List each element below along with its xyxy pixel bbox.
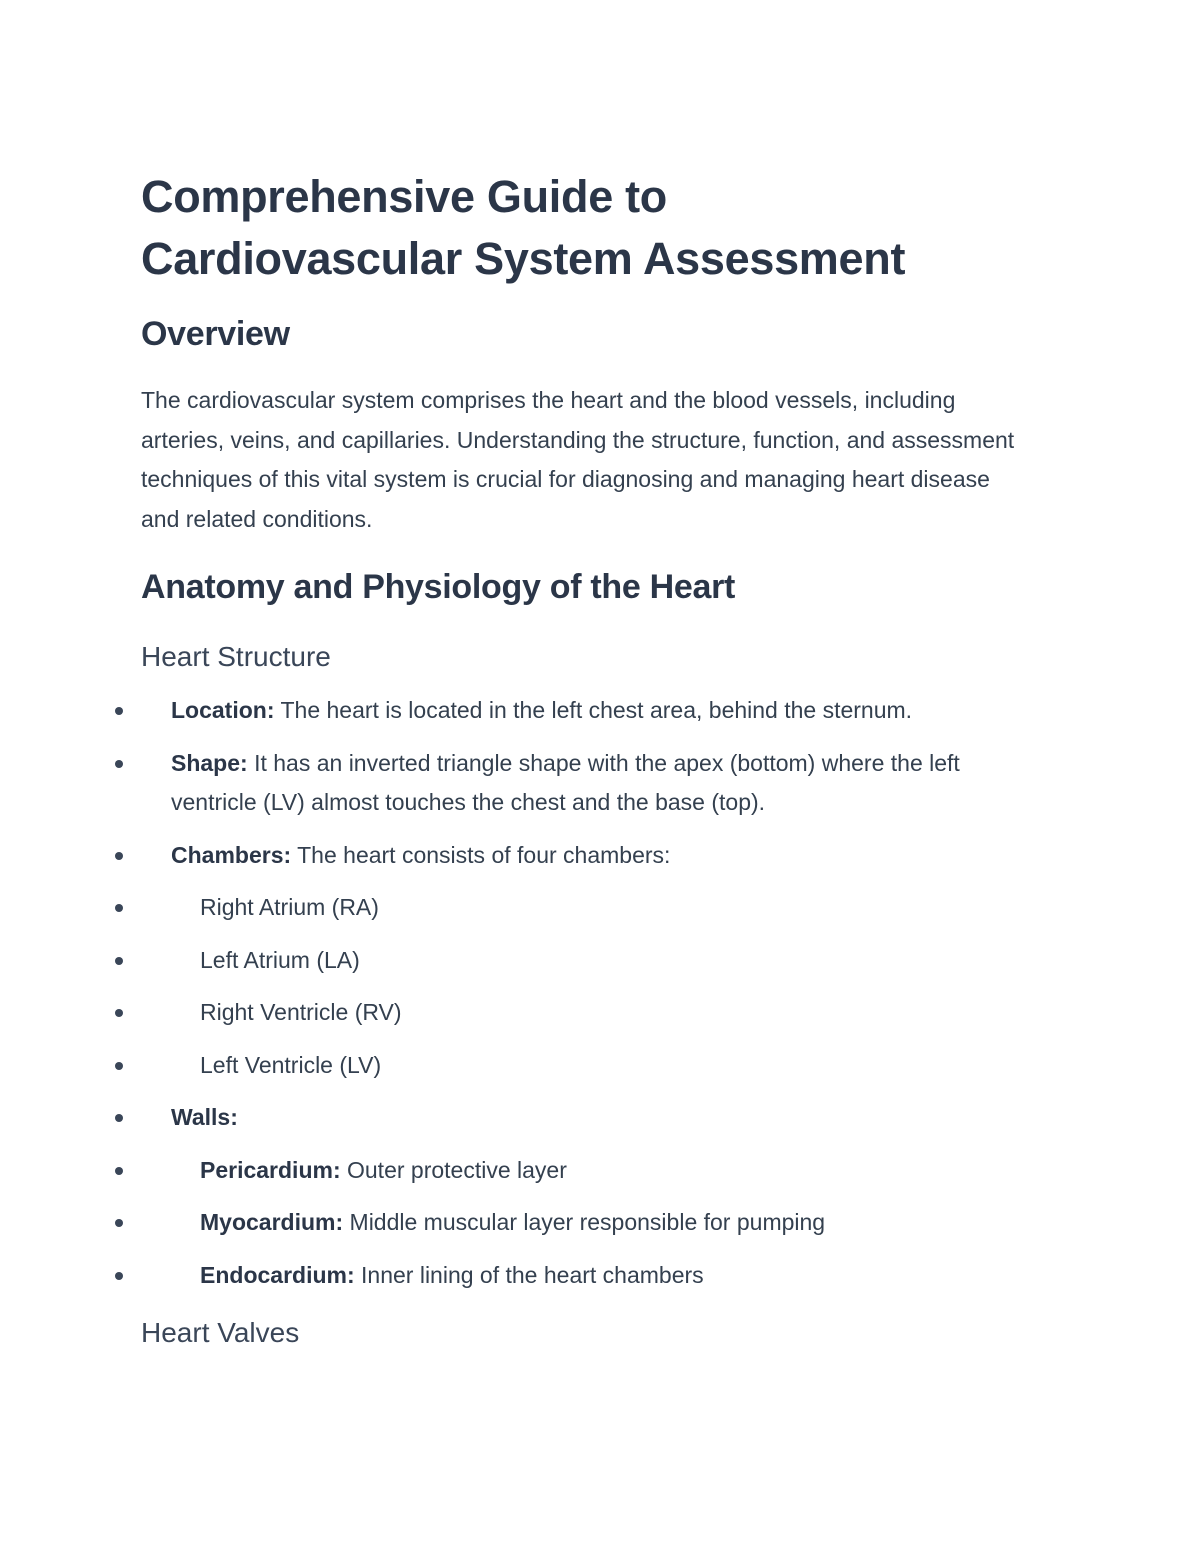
- location-text: The heart is located in the left chest area, behind the sternum.: [274, 697, 913, 723]
- chamber-item: Right Ventricle (RV): [141, 993, 1071, 1033]
- wall-item-endocardium: [141, 1256, 1071, 1296]
- chambers-text: The heart consists of four chambers:: [291, 841, 671, 868]
- list-item-chambers: [141, 836, 1071, 876]
- wall-item-myocardium: [141, 1203, 1071, 1243]
- walls-label: Walls:: [171, 1104, 238, 1130]
- pericardium-label: Pericardium:: [200, 1156, 341, 1183]
- endocardium-label: Endocardium:: [200, 1261, 355, 1288]
- list-item-location: [141, 691, 1071, 731]
- shape-label: Shape:: [171, 749, 248, 776]
- chambers-label: Chambers:: [171, 841, 292, 868]
- pericardium-text: Outer protective layer: [340, 1156, 567, 1183]
- title-line-1: Comprehensive Guide to: [141, 171, 667, 222]
- chamber-item: Right Atrium (RA): [141, 888, 1071, 928]
- heart-structure-heading: Heart Structure: [141, 641, 331, 672]
- overview-heading: Overview: [141, 315, 290, 353]
- heart-valves-heading: Heart Valves: [141, 1317, 300, 1348]
- endocardium-text: Inner lining of the heart chambers: [354, 1261, 704, 1288]
- document-content: [141, 166, 1071, 1351]
- heart-structure-list: [141, 691, 1071, 1295]
- shape-text: It has an inverted triangle shape with the apex (bottom) where the left ventricle (LV) almost touches the chest and the base (top).: [171, 749, 960, 815]
- chamber-item: Left Atrium (LA): [141, 941, 1071, 981]
- anatomy-heading: Anatomy and Physiology of the Heart: [141, 568, 736, 606]
- overview-paragraph: The cardiovascular system comprises the heart and the blood vessels, including arteries, veins, and capillaries. Understanding the structure, function, and assessment techniques of this vital system is crucial for diagnosing and managing heart disease and related conditions.: [141, 387, 1015, 532]
- myocardium-text: Middle muscular layer responsible for pumping: [343, 1209, 826, 1235]
- list-item-shape: [141, 744, 1051, 823]
- wall-item-pericardium: [141, 1151, 1071, 1191]
- location-label: Location:: [171, 697, 275, 723]
- myocardium-label: Myocardium:: [200, 1209, 344, 1235]
- list-item-walls: [141, 1098, 1071, 1138]
- chamber-item: Left Ventricle (LV): [141, 1046, 1071, 1086]
- document-title: [141, 166, 1071, 290]
- title-line-2: Cardiovascular System Assessment: [141, 233, 906, 284]
